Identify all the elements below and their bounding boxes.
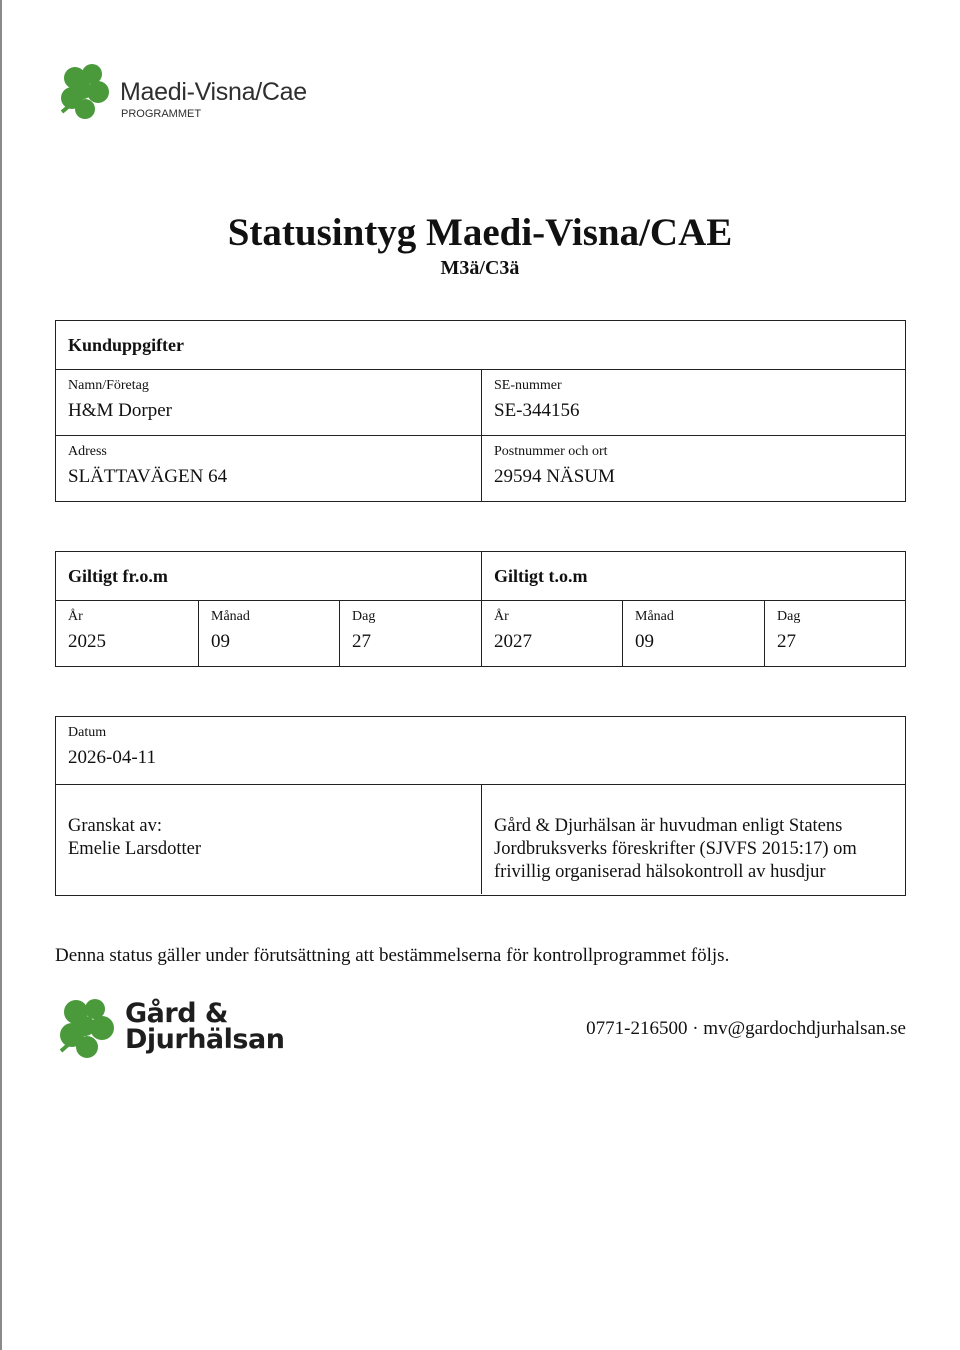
- to-year-cell: [481, 601, 622, 666]
- to-day-value: 27: [777, 631, 796, 652]
- clover-icon: [54, 62, 112, 122]
- clover-icon: [54, 996, 116, 1060]
- to-day-cell: [764, 601, 905, 666]
- date-label: Datum: [68, 725, 107, 740]
- reviewed-by-name: Emelie Larsdotter: [68, 839, 202, 859]
- name-value: H&M Dorper: [68, 400, 172, 421]
- page-edge: [0, 0, 2, 1350]
- address-value: SLÄTTAVÄGEN 64: [68, 466, 228, 487]
- address-cell: [56, 436, 481, 501]
- valid-to-heading: Giltigt t.o.m: [481, 552, 905, 600]
- to-month-value: 09: [635, 631, 654, 652]
- review-table: [55, 716, 906, 896]
- contact-info: 0771-216500 · mv@gardochdjurhalsan.se: [586, 1018, 906, 1039]
- from-day-cell: [339, 601, 481, 666]
- to-year-value: 2027: [494, 631, 532, 652]
- reviewed-by-cell: [56, 785, 481, 894]
- authority-line: Gård & Djurhälsan är huvudman enligt Statens: [494, 816, 843, 836]
- authority-statement: [481, 785, 905, 894]
- to-month-cell: [622, 601, 764, 666]
- postal-label: Postnummer och ort: [494, 444, 608, 459]
- gard-djurhalsan-logo: [54, 996, 294, 1062]
- name-label: Namn/Företag: [68, 378, 149, 393]
- reviewed-by-label: Granskat av:: [68, 816, 163, 836]
- authority-line: Jordbruksverks föreskrifter (SJVFS 2015:17) om: [494, 839, 857, 859]
- from-year-cell: [56, 601, 198, 666]
- to-month-label: Månad: [635, 609, 674, 624]
- from-month-cell: [198, 601, 339, 666]
- postal-value: 29594 NÄSUM: [494, 466, 615, 487]
- from-year-value: 2025: [68, 631, 106, 652]
- disclaimer-text: Denna status gäller under förutsättning att bestämmelserna för kontrollprogrammet följs.: [55, 945, 730, 966]
- from-month-value: 09: [211, 631, 230, 652]
- address-label: Adress: [68, 444, 107, 459]
- valid-from-heading: Giltigt fr.o.m: [68, 566, 168, 586]
- customer-heading: Kunduppgifter: [68, 335, 185, 355]
- se-number-cell: [481, 370, 905, 435]
- logo-title: Maedi-Visna/Cae: [120, 78, 307, 106]
- from-month-label: Månad: [211, 609, 250, 624]
- from-year-label: År: [68, 609, 83, 624]
- from-day-label: Dag: [352, 609, 376, 624]
- date-cell: [56, 717, 905, 784]
- se-number-label: SE-nummer: [494, 378, 562, 393]
- logo-subtitle: PROGRAMMET: [121, 108, 202, 120]
- date-value: 2026-04-11: [68, 747, 156, 768]
- to-day-label: Dag: [777, 609, 801, 624]
- from-day-value: 27: [352, 631, 371, 652]
- name-cell: [56, 370, 481, 435]
- validity-table: [55, 551, 906, 667]
- document-title: Statusintyg Maedi-Visna/CAE: [227, 211, 733, 254]
- customer-table: [55, 320, 906, 502]
- authority-line: frivillig organiserad hälsokontroll av husdjur: [494, 862, 826, 882]
- document-subtitle: M3ä/C3ä: [440, 257, 520, 279]
- to-year-label: År: [494, 609, 509, 624]
- footer-logo-line2: Djurhälsan: [125, 1024, 285, 1055]
- se-number-value: SE-344156: [494, 400, 580, 421]
- footer-logo-line1: Gård &: [125, 998, 228, 1029]
- postal-cell: [481, 436, 905, 501]
